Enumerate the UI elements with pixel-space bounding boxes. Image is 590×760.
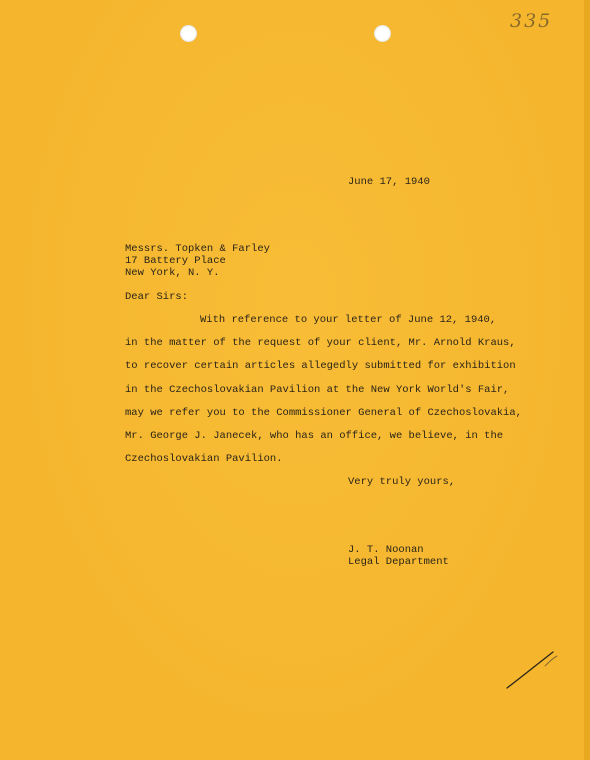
- letter-date: June 17, 1940: [348, 176, 430, 188]
- signer-name: J. T. Noonan: [348, 544, 424, 556]
- signer-department: Legal Department: [348, 556, 449, 568]
- punch-hole-right: [374, 25, 391, 42]
- addressee-line-2: 17 Battery Place: [125, 255, 226, 267]
- punch-hole-left: [180, 25, 197, 42]
- folio-number: 335: [510, 10, 553, 32]
- pencil-check-mark: [505, 648, 560, 693]
- salutation: Dear Sirs:: [125, 291, 189, 303]
- body-line: to recover certain articles allegedly submitted for exhibition: [125, 360, 516, 372]
- addressee-line-3: New York, N. Y.: [125, 267, 220, 279]
- body-line: in the matter of the request of your client, Mr. Arnold Kraus,: [125, 337, 516, 349]
- body-line: With reference to your letter of June 12, 1940,: [200, 314, 497, 326]
- paper-edge: [584, 0, 590, 760]
- body-line: Czechoslovakian Pavilion.: [125, 453, 283, 465]
- closing: Very truly yours,: [348, 476, 456, 488]
- body-line: Mr. George J. Janecek, who has an office, we believe, in the: [125, 430, 504, 442]
- addressee-line-1: Messrs. Topken & Farley: [125, 243, 270, 255]
- body-line: in the Czechoslovakian Pavilion at the New York World's Fair,: [125, 384, 510, 396]
- body-line: may we refer you to the Commissioner General of Czechoslovakia,: [125, 407, 522, 419]
